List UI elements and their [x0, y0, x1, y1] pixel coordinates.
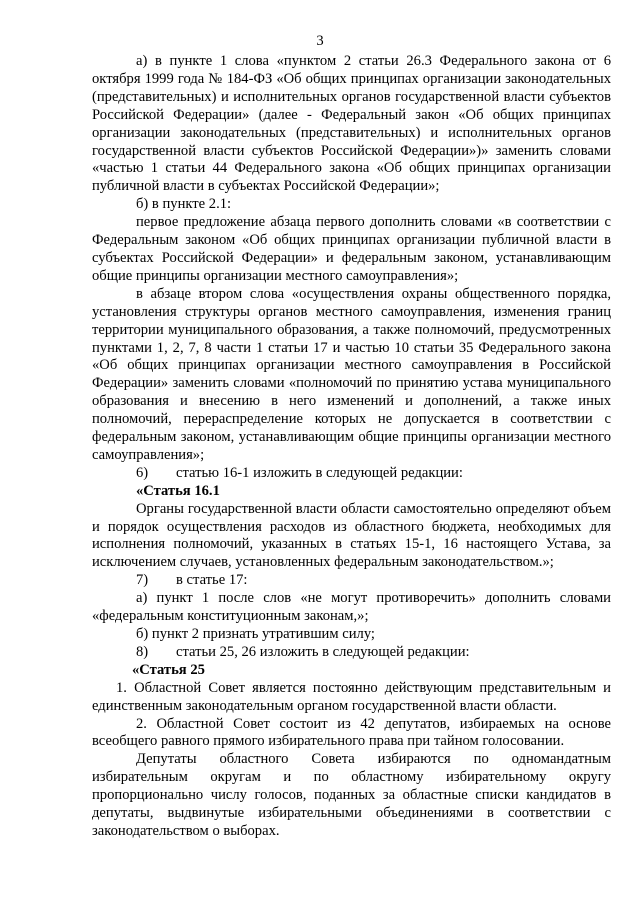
item-7-b: б) пункт 2 признать утратившим силу;: [136, 626, 375, 642]
page-number: 3: [316, 33, 324, 49]
document-body: [92, 53, 611, 841]
item-number: 6): [136, 464, 149, 481]
paragraph-second-abzac: в абзаце втором слова «осуществления охраны общественного порядка, установления структуры органов местного самоуправления, изменения границ территории муниципального образования, а также полномочий, предусмотренных пунктами 1, 2, 7, 8 части 1 статьи 17 и частью 10 статьи 35 Федерального закона «Об общих принципах организации местного самоуправления в Российской Федерации» заменить словами «полномочий по принятию устава муниципального образования и внесению в него изменений и дополнений, а также иных полномочий, перераспределение которых не допускается в соответствии с федеральным законом, устанавливающим общие принципы организации местного самоуправления»;: [92, 285, 611, 463]
article-16-1-text: Органы государственной власти области самостоятельно определяют объем и порядок осуществления расходов из областного бюджета, необходимых для исполнения полномочий, указанных в статьях 15-1, 16 настоящего Устава, за исключением случаев, установленных федеральным законодательством.»;: [92, 500, 611, 571]
article-heading-25: «Статья 25: [132, 661, 205, 678]
paragraph-b: б) в пункте 2.1:: [136, 196, 232, 213]
article-25-paragraph-1: 1. Областной Совет является постоянно действующим представительным и единственным законодательным органом государственной власти области.: [92, 679, 611, 714]
article-25-paragraph-2: 2. Областной Совет состоит из 42 депутатов, избираемых на основе всеобщего равного прямого избирательного права при тайном голосовании.: [92, 715, 611, 750]
article-heading-16-1: «Статья 16.1: [136, 482, 220, 499]
list-item-8: [92, 644, 611, 662]
paragraph-first-sentence: первое предложение абзаца первого дополнить словами «в соответствии с Федеральным законом «Об общих принципах организации публичной власти в субъектах Российской Федерации» и федеральным законом, устанавливающим общие принципы организации местного самоуправления»;: [92, 214, 611, 284]
item-number: 8): [136, 643, 149, 660]
paragraph-a: а) в пункте 1 слова «пунктом 2 статьи 26.3 Федерального закона от 6 октября 1999 года № 184-ФЗ «Об общих принципах организации законодательных (представительных) и исполнительных органов государственной власти субъектов Российской Федерации» (далее - Федеральный закон «Об общих принципах организации законодательных (представительных) и исполнительных органов государственной власти субъектов Российской Федерации»)» заменить словами «частью 1 статьи 44 Федерального закона «Об общих принципах организации публичной власти в субъектах Российской Федерации»;: [92, 53, 611, 195]
list-item-7: [92, 572, 611, 590]
item-number: 7): [136, 572, 149, 589]
item-text: статьи 25, 26 изложить в следующей редакции:: [176, 643, 470, 660]
item-text: в статье 17:: [176, 572, 248, 589]
item-7-a: а) пункт 1 после слов «не могут противоречить» дополнить словами «федеральным конституционным законам,»;: [92, 590, 611, 625]
article-25-paragraph-3: Депутаты областного Совета избираются по одномандатным избирательным округам и по областному избирательному округу пропорционально числу голосов, поданных за областные списки кандидатов в депутаты, выдвинутые избирательными объединениями в соответствии с законодательством о выборах.: [92, 751, 611, 839]
item-text: статью 16-1 изложить в следующей редакции:: [176, 464, 463, 481]
list-item-6: [92, 465, 611, 483]
